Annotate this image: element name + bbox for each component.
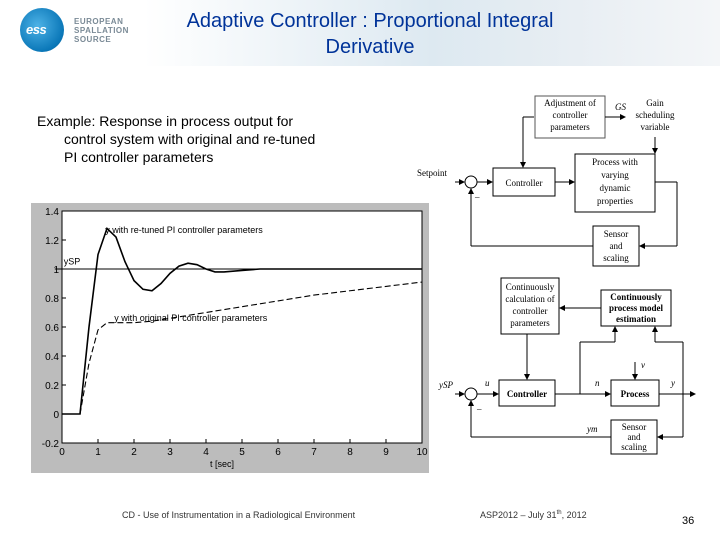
logo-line-2: SPALLATION [74, 26, 129, 35]
slide-title [140, 8, 600, 60]
y-tick-label: 0 [53, 410, 59, 421]
y-label: y [671, 378, 675, 388]
calc-line-1: Continuously [505, 282, 555, 292]
setpoint-label: Setpoint [417, 168, 448, 178]
x-tick-label: 7 [311, 447, 317, 458]
x-tick-label: 1 [95, 447, 101, 458]
gain-line-2: scheduling [635, 110, 675, 120]
gain-line-3: variable [640, 122, 670, 132]
y-tick-label: 0.8 [45, 294, 59, 305]
example-line-3: PI controller parameters [64, 149, 214, 165]
annotation-setpoint: ySP [63, 256, 81, 267]
x-tick-label: 9 [383, 447, 389, 458]
example-line-2: control system with original and re-tuned [64, 131, 316, 147]
controller-label-top: Controller [505, 178, 543, 188]
minus-top: – [475, 192, 480, 202]
y-tick-label: 1.2 [45, 236, 59, 247]
minus-bottom: – [477, 404, 482, 414]
controller-label-bottom: Controller [506, 389, 548, 399]
example-text [37, 112, 407, 166]
footer-event-suffix: , 2012 [561, 510, 587, 520]
x-tick-label: 0 [59, 447, 65, 458]
gs-label: GS [615, 102, 626, 112]
example-line-1: Example: Response in process output for [37, 113, 294, 129]
adjust-line-2: controller [552, 110, 588, 120]
process-line-4: properties [597, 196, 633, 206]
ess-logo-text [74, 17, 129, 44]
gain-scheduling-diagram [417, 96, 677, 266]
n-label: n [595, 378, 600, 388]
y-tick-label: 1 [53, 265, 59, 276]
process-label-bottom: Process [620, 389, 650, 399]
x-axis-label: t [sec] [209, 459, 235, 469]
x-tick-label: 10 [416, 447, 428, 458]
slide-header [0, 0, 720, 66]
u-label-left: u [485, 378, 490, 388]
calc-line-3: controller [512, 306, 548, 316]
sensor-bottom-line-1: Sensor [621, 422, 647, 432]
adjust-line-1: Adjustment of [544, 98, 596, 108]
calc-line-4: parameters [510, 318, 550, 328]
logo-line-3: SOURCE [74, 35, 112, 44]
x-tick-label: 6 [275, 447, 281, 458]
footer-event-text [480, 510, 587, 520]
sensor-top-line-3: scaling [603, 253, 629, 263]
x-tick-label: 8 [347, 447, 353, 458]
y-tick-label: 1.4 [45, 207, 59, 218]
annotation-original: y with original PI controller parameters [114, 313, 268, 324]
sensor-bottom-line-2: and [627, 432, 641, 442]
est-line-3: estimation [616, 314, 656, 324]
ysp-label: ySP [439, 380, 453, 390]
v-label: v [641, 360, 645, 370]
title-line-1: Adaptive Controller : Proportional Integral [186, 10, 554, 32]
page-number: 36 [682, 515, 695, 527]
logo-line-1: EUROPEAN [74, 17, 124, 26]
footer-event-prefix: ASP2012 – July 31 [480, 510, 557, 520]
title-line-2: Derivative [325, 36, 415, 58]
adjust-line-3: parameters [550, 122, 590, 132]
y-tick-label: -0.2 [41, 439, 59, 450]
summing-junction-top [465, 176, 477, 188]
sensor-top-line-2: and [609, 241, 623, 251]
footer-left-text: CD - Use of Instrumentation in a Radiological Environment [122, 510, 356, 520]
controller-block-diagram [415, 92, 710, 457]
x-tick-label: 4 [203, 447, 209, 458]
adaptive-diagram [438, 278, 695, 454]
process-line-2: varying [601, 170, 629, 180]
ess-logo-mark: ess [26, 22, 47, 37]
sensor-top-line-1: Sensor [603, 229, 629, 239]
response-plot [31, 203, 429, 473]
y-tick-label: 0.4 [45, 352, 59, 363]
x-tick-label: 2 [131, 447, 137, 458]
y-tick-label: 0.2 [45, 381, 59, 392]
plot-area [62, 211, 422, 443]
sensor-bottom-line-3: scaling [621, 442, 647, 452]
y-tick-label: 0.6 [45, 323, 59, 334]
annotation-retuned: y with re-tuned PI controller parameters [105, 224, 263, 235]
ym-label: ym [587, 424, 598, 434]
calc-line-2: calculation of [505, 294, 555, 304]
summing-junction-bottom [465, 388, 477, 400]
process-line-1: Process with [592, 157, 638, 167]
est-line-2: process model [608, 303, 664, 313]
gain-line-1: Gain [646, 98, 664, 108]
process-line-3: dynamic [599, 183, 631, 193]
footer-event-sup: th [556, 510, 562, 516]
response-plot-svg [31, 203, 429, 473]
x-tick-label: 5 [239, 447, 245, 458]
x-tick-label: 3 [167, 447, 173, 458]
est-line-1: Continuously [610, 292, 662, 302]
